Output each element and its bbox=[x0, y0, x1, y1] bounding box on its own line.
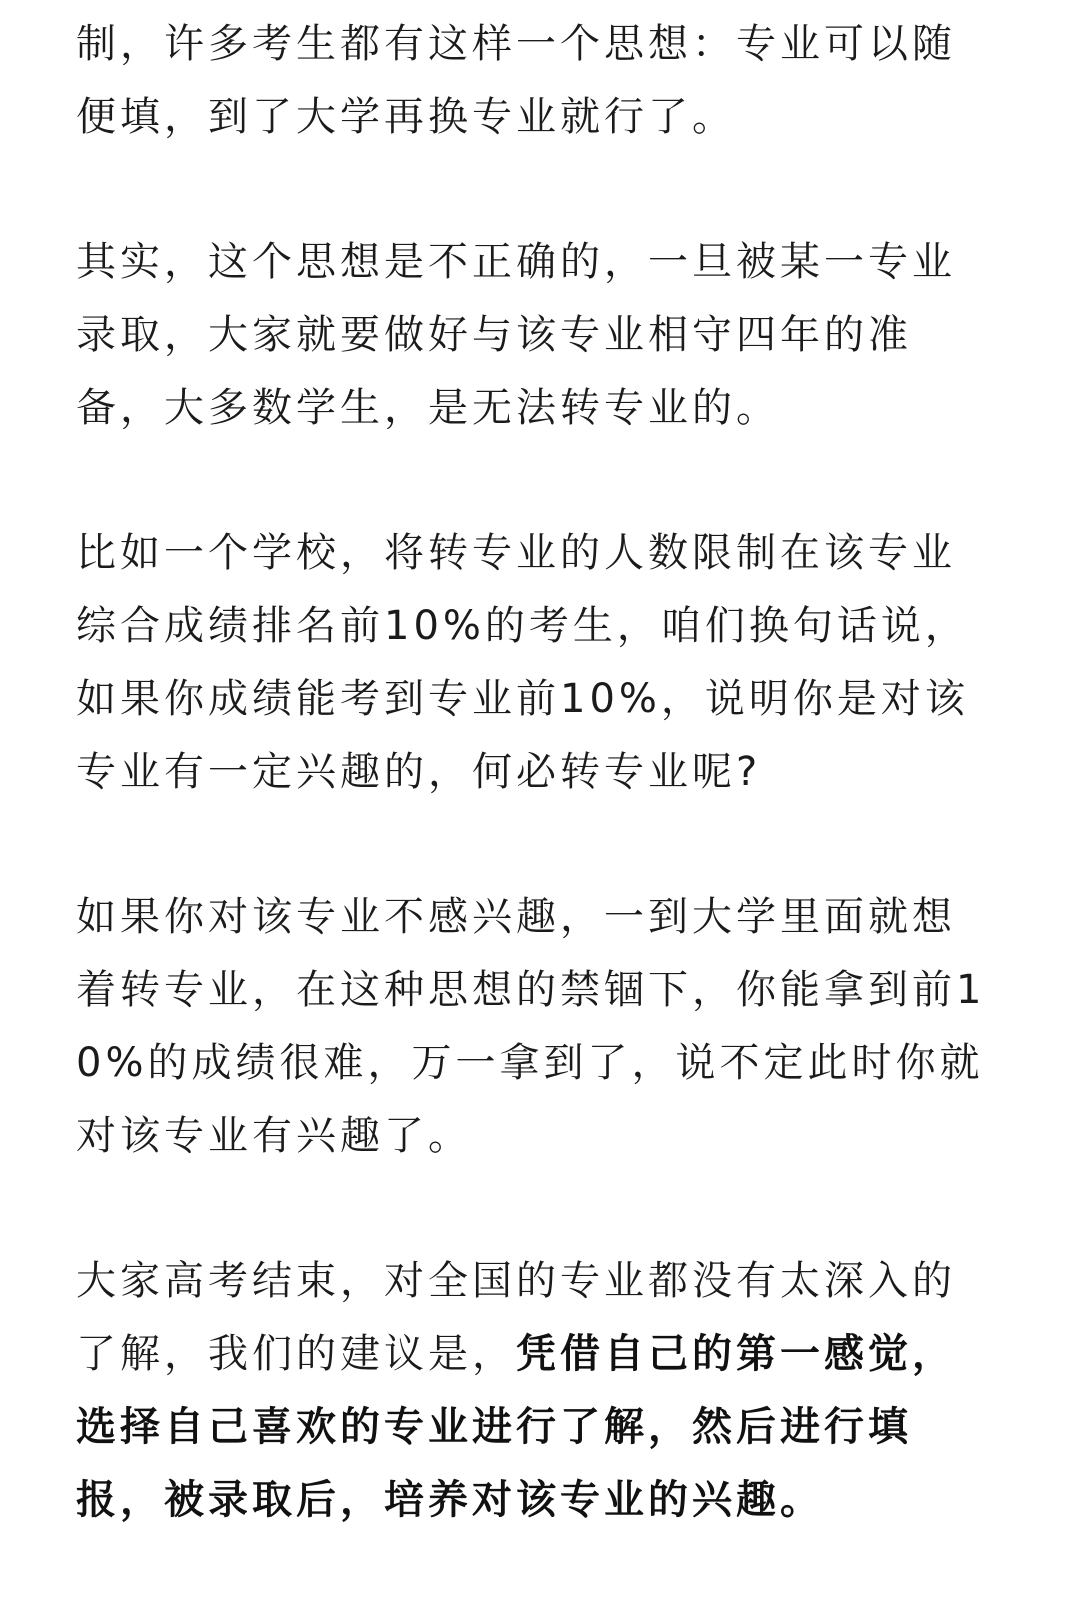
paragraph-3-text: 比如一个学校，将转专业的人数限制在该专业综合成绩排名前10%的考生，咱们换句话说，如果你成绩能考到专业前10%，说明你是对该专业有一定兴趣的，何必转专业呢? bbox=[76, 530, 969, 795]
paragraph-2 bbox=[76, 226, 986, 445]
paragraph-3 bbox=[76, 517, 986, 809]
paragraph-5 bbox=[76, 1245, 986, 1537]
paragraph-1-text: 制，许多考生都有这样一个思想：专业可以随便填，到了大学再换专业就行了。 bbox=[76, 21, 956, 140]
paragraph-5-bold-text: 凭借自己的第一感觉，选择自己喜欢的专业进行了解，然后进行填报，被录取后，培养对该专业的兴趣。 bbox=[76, 1331, 956, 1523]
article-body bbox=[76, 0, 986, 1537]
paragraph-2-text: 其实，这个思想是不正确的，一旦被某一专业录取，大家就要做好与该专业相守四年的准备，大多数学生，是无法转专业的。 bbox=[76, 239, 956, 431]
paragraph-4 bbox=[76, 881, 986, 1173]
paragraph-1 bbox=[76, 8, 986, 154]
paragraph-4-text: 如果你对该专业不感兴趣，一到大学里面就想着转专业，在这种思想的禁锢下，你能拿到前10%的成绩很难，万一拿到了，说不定此时你就对该专业有兴趣了。 bbox=[76, 894, 986, 1159]
paragraph-5-text: 大家高考结束，对全国的专业都没有太深入的了解，我们的建议是， bbox=[76, 1258, 956, 1377]
